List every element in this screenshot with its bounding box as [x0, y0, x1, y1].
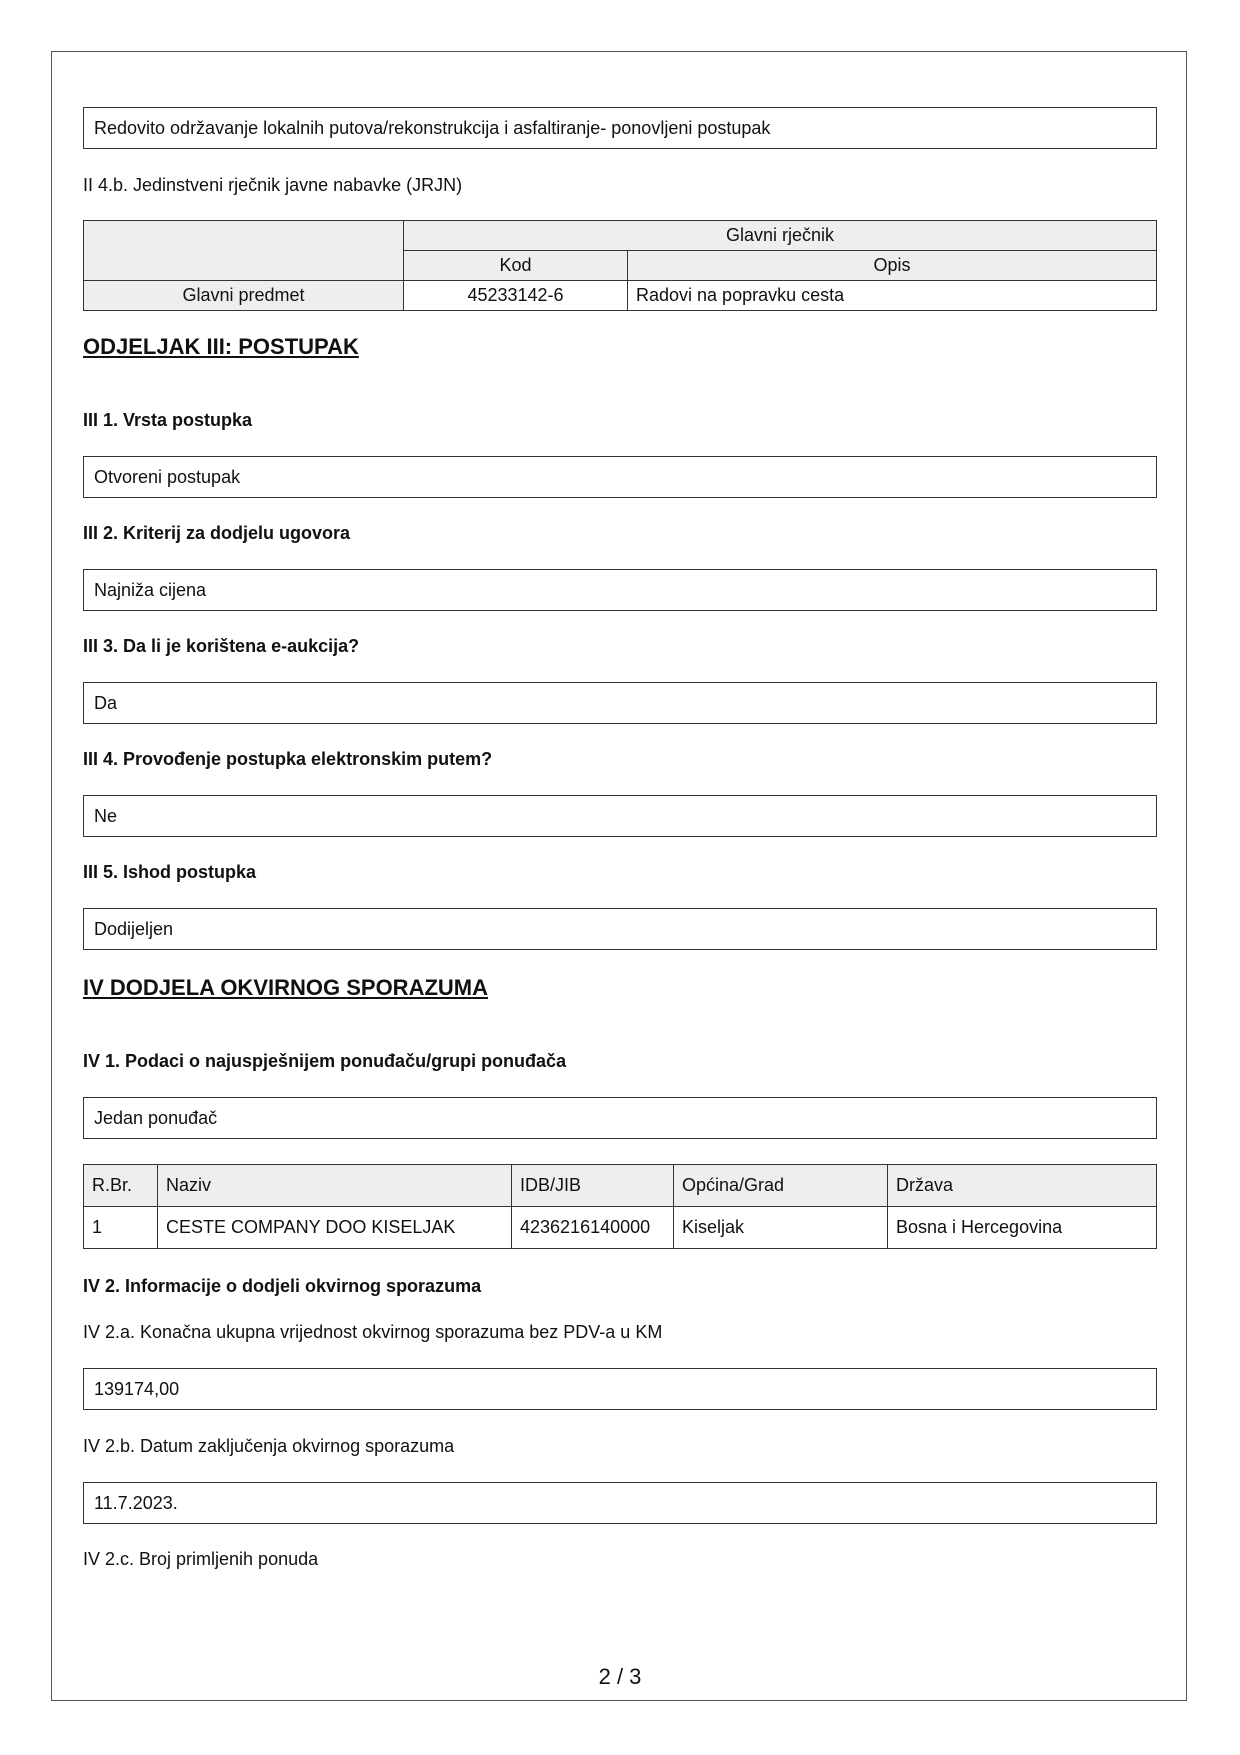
- page-number: 2 / 3: [598, 1664, 642, 1689]
- q4-2a-value: 139174,00: [83, 1368, 1157, 1410]
- jrjn-code: 45233142-6: [404, 281, 628, 311]
- q3-5-label: III 5. Ishod postupka: [83, 862, 257, 882]
- jrjn-col-desc: Opis: [628, 251, 1157, 281]
- q4-1-value: Jedan ponuđač: [83, 1097, 1157, 1139]
- subject-field: Redovito održavanje lokalnih putova/rekonstrukcija i asfaltiranje- ponovljeni postupak: [83, 107, 1157, 149]
- bidders-table: [83, 1164, 1157, 1249]
- q3-5-value: Dodijeljen: [83, 908, 1157, 950]
- bidder-opcina: Kiseljak: [674, 1207, 888, 1249]
- section-3-title: ODJELJAK III: POSTUPAK: [83, 334, 359, 359]
- jrjn-empty-cell: [84, 221, 404, 281]
- bidder-idb: 4236216140000: [512, 1207, 674, 1249]
- q3-3-value: Da: [83, 682, 1157, 724]
- section-4-title: IV DODJELA OKVIRNOG SPORAZUMA: [83, 975, 488, 1000]
- q3-2-value: Najniža cijena: [83, 569, 1157, 611]
- table-row: [84, 1207, 1157, 1249]
- q4-2c-label: IV 2.c. Broj primljenih ponuda: [83, 1549, 319, 1569]
- bidders-header-rbr: R.Br.: [84, 1165, 158, 1207]
- jrjn-col-code: Kod: [404, 251, 628, 281]
- bidder-naziv: CESTE COMPANY DOO KISELJAK: [158, 1207, 512, 1249]
- jrjn-desc: Radovi na popravku cesta: [628, 281, 1157, 311]
- q3-1-label: III 1. Vrsta postupka: [83, 410, 253, 430]
- q3-4-label: III 4. Provođenje postupka elektronskim putem?: [83, 749, 493, 769]
- q4-2a-label: IV 2.a. Konačna ukupna vrijednost okvirnog sporazuma bez PDV-a u KM: [83, 1322, 663, 1342]
- q3-3-label: III 3. Da li je korištena e-aukcija?: [83, 636, 360, 656]
- bidder-drzava: Bosna i Hercegovina: [888, 1207, 1157, 1249]
- jrjn-row-label: Glavni predmet: [84, 281, 404, 311]
- bidders-header-naziv: Naziv: [158, 1165, 512, 1207]
- q4-1-label: IV 1. Podaci o najuspješnijem ponuđaču/grupi ponuđača: [83, 1051, 567, 1071]
- bidders-header-idb: IDB/JIB: [512, 1165, 674, 1207]
- jrjn-header-group: Glavni rječnik: [404, 221, 1157, 251]
- q3-2-label: III 2. Kriterij za dodjelu ugovora: [83, 523, 351, 543]
- q3-1-value: Otvoreni postupak: [83, 456, 1157, 498]
- jrjn-table: [83, 220, 1157, 311]
- q4-2b-value: 11.7.2023.: [83, 1482, 1157, 1524]
- q4-2b-label: IV 2.b. Datum zaključenja okvirnog sporazuma: [83, 1436, 455, 1456]
- q4-2-label: IV 2. Informacije o dodjeli okvirnog sporazuma: [83, 1276, 482, 1296]
- bidders-header-opcina: Općina/Grad: [674, 1165, 888, 1207]
- bidder-rbr: 1: [84, 1207, 158, 1249]
- q3-4-value: Ne: [83, 795, 1157, 837]
- jrjn-label: II 4.b. Jedinstveni rječnik javne nabavke (JRJN): [83, 175, 463, 195]
- bidders-header-drzava: Država: [888, 1165, 1157, 1207]
